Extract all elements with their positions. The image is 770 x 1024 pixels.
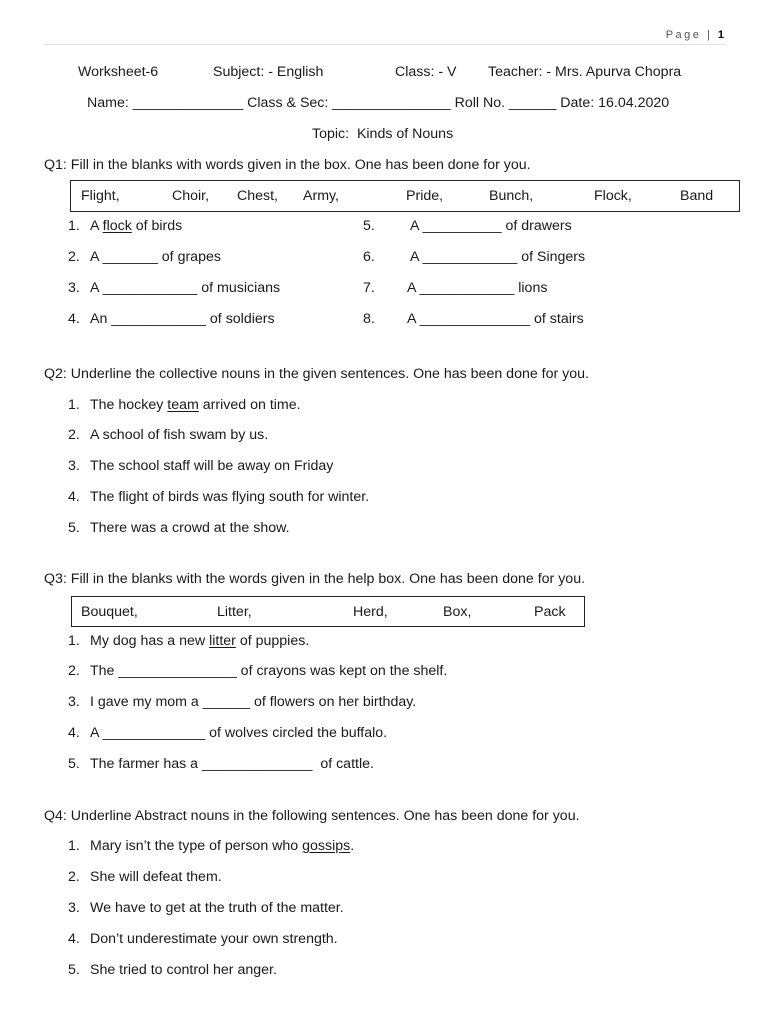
- q3-item-number: 4.: [68, 725, 80, 741]
- page-number: 1: [717, 29, 724, 41]
- q2-title: Q2: Underline the collective nouns in the given sentences. One has been done for you.: [44, 366, 589, 382]
- q1-title: Q1: Fill in the blanks with words given in the box. One has been done for you.: [44, 157, 531, 173]
- q1-word: Band: [680, 188, 714, 204]
- q1-item-number: 6.: [363, 249, 375, 265]
- answer-underlined: flock: [102, 218, 132, 234]
- q3-item-number: 3.: [68, 694, 80, 710]
- q2-item-number: 3.: [68, 458, 80, 474]
- q4-item: Don’t underestimate your own strength.: [90, 931, 338, 947]
- q1-word: Army,: [303, 188, 339, 204]
- q3-word: Pack: [534, 604, 566, 620]
- worksheet-label: Worksheet-6: [78, 64, 159, 80]
- page-label: Page |: [665, 29, 713, 41]
- q4-item-number: 2.: [68, 869, 80, 885]
- q2-item: The school staff will be away on Friday: [90, 458, 334, 474]
- q1-item: A ______________ of stairs: [407, 311, 584, 327]
- answer-underlined: team: [167, 397, 199, 413]
- q1-item-number: 2.: [68, 249, 80, 265]
- q1-word: Flock,: [594, 188, 632, 204]
- q4-item-number: 1.: [68, 838, 80, 854]
- q2-item-number: 2.: [68, 427, 80, 443]
- q4-item-number: 3.: [68, 900, 80, 916]
- q1-item: A __________ of drawers: [410, 218, 572, 234]
- q2-item: The hockey team arrived on time.: [90, 397, 301, 413]
- q2-item-number: 4.: [68, 489, 80, 505]
- class-label: Class: - V: [395, 64, 457, 80]
- q4-item-number: 5.: [68, 962, 80, 978]
- q3-word: Litter,: [217, 604, 252, 620]
- q3-item: My dog has a new litter of puppies.: [90, 633, 310, 649]
- q1-item: A ____________ of Singers: [410, 249, 586, 265]
- q4-item: We have to get at the truth of the matter.: [90, 900, 344, 916]
- q1-item: An ____________ of soldiers: [90, 311, 275, 327]
- q1-item-number: 4.: [68, 311, 80, 327]
- q1-word: Pride,: [406, 188, 444, 204]
- q3-item: The farmer has a ______________ of cattle.: [90, 756, 374, 772]
- q3-item: A _____________ of wolves circled the buffalo.: [90, 725, 388, 741]
- q3-item-number: 2.: [68, 663, 80, 679]
- answer-underlined: gossips: [302, 838, 351, 854]
- q3-item: The _______________ of crayons was kept on the shelf.: [90, 663, 448, 679]
- q1-item-number: 8.: [363, 311, 375, 327]
- q3-word: Box,: [443, 604, 472, 620]
- q1-word: Chest,: [237, 188, 279, 204]
- q2-item: The flight of birds was flying south for winter.: [90, 489, 370, 505]
- q1-item-number: 1.: [68, 218, 80, 234]
- q1-word: Bunch,: [489, 188, 534, 204]
- q1-item: A ____________ of musicians: [90, 280, 281, 296]
- q1-item: A _______ of grapes: [90, 249, 221, 265]
- q4-title: Q4: Underline Abstract nouns in the following sentences. One has been done for you.: [44, 808, 580, 824]
- q3-item: I gave my mom a ______ of flowers on her birthday.: [90, 694, 417, 710]
- subject-label: Subject: - English: [213, 64, 324, 80]
- q4-item: She tried to control her anger.: [90, 962, 277, 978]
- student-details-line: Name: ______________ Class & Sec: _______________ Roll No. ______ Date: 16.04.2020: [87, 95, 670, 111]
- page-header: [666, 29, 724, 41]
- header-divider: [44, 44, 726, 45]
- q3-word: Bouquet,: [81, 604, 138, 620]
- topic-line: Topic: Kinds of Nouns: [312, 126, 454, 142]
- q1-word: Flight,: [81, 188, 120, 204]
- answer-underlined: litter: [209, 633, 236, 649]
- q3-title: Q3: Fill in the blanks with the words given in the help box. One has been done for you.: [44, 571, 586, 587]
- q4-item-number: 4.: [68, 931, 80, 947]
- q3-help-box: [71, 596, 585, 627]
- teacher-label: Teacher: - Mrs. Apurva Chopra: [488, 64, 682, 80]
- q4-item: Mary isn’t the type of person who gossips.: [90, 838, 355, 854]
- q2-item-number: 5.: [68, 520, 80, 536]
- q1-item-number: 3.: [68, 280, 80, 296]
- q4-item: She will defeat them.: [90, 869, 222, 885]
- q2-item: There was a crowd at the show.: [90, 520, 290, 536]
- q2-item-number: 1.: [68, 397, 80, 413]
- q2-item: A school of fish swam by us.: [90, 427, 269, 443]
- q1-word: Choir,: [172, 188, 210, 204]
- q1-item: A ____________ lions: [407, 280, 548, 296]
- q3-word: Herd,: [353, 604, 388, 620]
- q1-word-box: [70, 180, 740, 212]
- q1-item-number: 7.: [363, 280, 375, 296]
- q3-item-number: 5.: [68, 756, 80, 772]
- q1-item-number: 5.: [363, 218, 375, 234]
- q1-item: A flock of birds: [90, 218, 183, 234]
- q3-item-number: 1.: [68, 633, 80, 649]
